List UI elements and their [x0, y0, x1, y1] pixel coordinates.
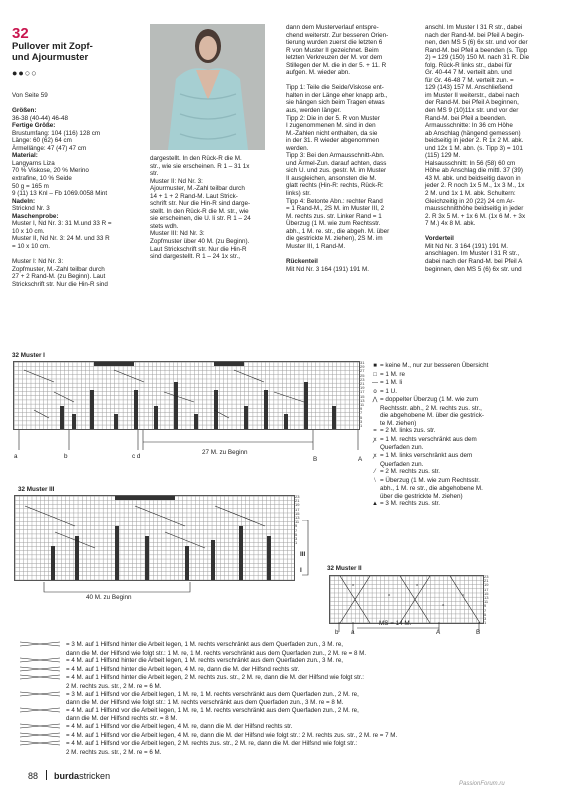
svg-text:o: o [388, 592, 391, 597]
chart-muster-iii-title: 32 Muster III [18, 486, 55, 493]
cable-legend-text: = 4 M. auf 1 Hilfsnd vor die Arbeit legen, 4 M. re, dann die M. der Hilfsnd wie folgt str.: 2 M. rechts zus. str., 2 M. re = 7 M. [66, 731, 398, 739]
legend-symbol-icon: — [372, 380, 378, 387]
chart-muster-i-grid [13, 361, 360, 430]
col4-line: Höhe ab Anschlag die mittl. 37 (39) [425, 167, 524, 175]
brand-name-bold: burda [54, 771, 80, 781]
cable-legend-line [18, 641, 558, 650]
chart-row-number: 9 [295, 523, 298, 529]
col1-line: Nadeln: [12, 197, 36, 205]
chart-row-number: 19 [295, 502, 300, 508]
col4-line: anschl. Im Muster I 31 R str., dabei [425, 24, 523, 31]
chart-row-number: 15 [360, 393, 365, 399]
chart-row-number: 9 [360, 406, 363, 412]
cable-symbol-icon [18, 740, 66, 749]
cable-symbol-icon [18, 674, 66, 683]
col3-line: II ausgleichen, ansonsten die M. [286, 174, 377, 182]
col1-line: 10 x 10 cm. [12, 227, 45, 235]
chart-muster-ii-repeat-label: MS = 14 M. [379, 620, 412, 627]
chart-row-number: 13 [295, 515, 300, 521]
pattern-instructions-column [150, 155, 270, 261]
cable-legend-line [18, 674, 558, 683]
col3-line: letzten Verkreuzen der M. vor dem [286, 54, 383, 62]
watermark-credit: PassionForum.ru [459, 781, 505, 787]
legend-item [370, 396, 560, 405]
col1-line: Länge: 60 (62) 64 cm [12, 137, 72, 145]
chart-row-number: 7 [484, 607, 487, 613]
chart-row-number: 17 [484, 586, 489, 592]
col1-line: 36-38 (40-44) 46-48 [12, 114, 69, 122]
cable-legend-text: = 4 M. auf 1 Hilfsnd hinter die Arbeit legen, 1 M. rechts verschränkt aus dem Querfaden zun., 3 M. re, [66, 657, 344, 665]
svg-text:o: o [416, 582, 419, 587]
legend-symbol-icon: ꭗ [373, 453, 377, 460]
difficulty-rating: ●●○○ [12, 68, 38, 78]
pattern-title-line1: Pullover mit Zopf- [12, 41, 93, 52]
col3-line: sich U. und zus. gestr. M. im Muster [286, 167, 387, 175]
chart-muster-i-marker-A: A [358, 456, 363, 463]
chart-row-number: 13 [484, 595, 489, 601]
col1-line: Strickschrift str. Nur die Hin-R sind [12, 280, 108, 288]
chart-row-number: 21 [295, 498, 300, 504]
col1-line: Brustumfang: 104 (116) 128 cm [12, 129, 101, 137]
col3-line: Tipp 4: Betonte Abn.: rechter Rand [286, 197, 383, 205]
col4-line: 7 M.) 4x 8 M. abk. [425, 220, 476, 228]
col4-line: Armausschnitte: In 36 cm Höhe [425, 122, 513, 130]
col3-line: R von Muster II gezeichnet. Beim [286, 46, 379, 54]
legend-symbol-icon: ⧵ [374, 477, 376, 484]
legend-symbol-icon: ⋀ [372, 397, 378, 404]
chart-row-number: 3 [360, 418, 363, 424]
chart-row-number: 31 [360, 360, 365, 365]
chart-row-number: 13 [360, 397, 365, 403]
cable-legend [18, 641, 558, 756]
legend-item [370, 468, 560, 477]
col1-line: Zopfmuster, M.-Zahl teilbar durch [12, 265, 105, 273]
col3-line: abh., 1 M. re. str., die abgeh. M. über [286, 227, 390, 235]
col1-line: Fertige Größe: [12, 122, 56, 130]
chart-row-number: 17 [360, 389, 365, 395]
chart-row-number: 3 [484, 616, 487, 622]
col4-line: anschlagen. Im Muster I 31 R str., [425, 250, 520, 258]
col4-line [425, 228, 557, 236]
cable-legend-line [18, 740, 558, 749]
page-number: 88 [28, 771, 39, 781]
legend-text: über die gestrickte M. ziehen) [380, 492, 463, 500]
chart-muster-iii-symbols [15, 496, 294, 580]
cable-legend-text: = 4 M. auf 1 Hilfsnd vor die Arbeit legen, 2 M. rechts zus. str., 2 M. re, dann die M. der Hilfsnd wie folgt str.: [66, 740, 358, 748]
col4-line: der Rand-M. bei Pfeil A beginnen, [425, 99, 519, 107]
chart-row-number: 1 [295, 540, 298, 546]
cable-legend-text: = 4 M. auf 1 Hilfsnd vor die Arbeit legen, 4 M. re, dann die M. der Hilfsnd rechts str. [66, 722, 293, 730]
col3-line: aufgen. M. wieder abn. [286, 69, 351, 77]
col4-line: Rand-M. bei Pfeil a beenden (s. Tipp [425, 46, 528, 54]
tips-column [286, 24, 414, 273]
col2-line: stellt. In den Rück-R die M. str., wie [150, 207, 249, 215]
chart-row-number: 9 [484, 603, 487, 609]
col1-line: = 10 x 10 cm. [12, 242, 50, 250]
cable-symbol-icon [18, 666, 66, 675]
col4-line: 2 M. und 1x 1 M. abk. Schultern: [425, 190, 516, 198]
col4-line: im Muster II weiterstr., dabei nach [425, 91, 520, 99]
chart-muster-i-marker-cd: c d [132, 453, 141, 460]
chart-muster-iii-side-label-iii: III [300, 551, 306, 558]
cable-legend-text: 2 M. rechts zus. str., 2 M. re = 6 M. [66, 748, 162, 756]
legend-text: te M. ziehen) [380, 419, 417, 427]
col4-line: Vorderteil [425, 235, 454, 243]
cable-symbol-icon [18, 641, 66, 650]
chart-muster-i-brackets [13, 428, 363, 458]
legend-symbol-icon: □ [373, 371, 377, 378]
cable-legend-text: = 4 M. auf 1 Hilfsnd hinter die Arbeit legen, 2 M. rechts zus. str., 2 M. re, dann die M. der Hilfsnd wie folgt str.: [66, 674, 364, 682]
legend-item [370, 405, 560, 413]
chart-row-number: 7 [360, 410, 363, 416]
col4-line: ab Anschlag (hängend gemessen) [425, 129, 521, 137]
col4-line: beidseitig in jeder 2. R 1x 2 M. abk. [425, 137, 524, 145]
legend-item [370, 371, 560, 380]
cable-legend-line [18, 707, 558, 716]
chart-row-number: 11 [484, 599, 489, 605]
svg-text:o: o [352, 582, 355, 587]
cable-symbol-icon [18, 691, 66, 700]
legend-text: die abgehobene M. über die gestrick- [380, 412, 484, 420]
col3-line: links) str. [286, 190, 311, 198]
col3-line: und Ärmel-Zun. darauf achten, dass [286, 159, 387, 167]
col4-line: nach der Rand-M. bei Pfeil A begin- [425, 31, 525, 39]
col3-line [286, 77, 414, 85]
chart-row-number: 5 [360, 414, 363, 420]
col4-line: 129 (143) 157 M. Anschließend [425, 84, 513, 92]
chart-row-number: 15 [484, 590, 489, 596]
chart-row-number: 21 [484, 578, 489, 584]
legend-item [370, 500, 560, 509]
cable-legend-line [18, 715, 558, 723]
chart-row-number: 1 [360, 423, 363, 429]
col2-line: 14 + 1 + 2 Rand-M. Laut Strick- [150, 192, 238, 200]
col2-line: dargestellt. In den Rück-R die M. [150, 155, 242, 162]
col2-line: Muster II: Nd Nr. 3: [150, 177, 203, 185]
legend-text: = 2 M. links zus. str. [380, 427, 436, 435]
col3-line: werden. [286, 144, 309, 152]
pattern-title-line2: und Ajourmuster [12, 52, 89, 63]
cable-legend-line [18, 723, 558, 732]
col3-line [286, 250, 414, 258]
chart-row-number: 29 [360, 364, 365, 370]
col2-line: schrift str. Nur die Hin-R sind darge- [150, 200, 251, 208]
chart-row-number: 25 [360, 372, 365, 378]
chart-row-number: 19 [360, 385, 365, 391]
col3-line: chend weiterstr. Zur besseren Orien- [286, 31, 389, 39]
cable-legend-text: 2 M. rechts zus. str., 2 M. re = 6 M. [66, 682, 162, 690]
col4-line: und 12x 1 M. abn. (s. Tipp 3) = 101 [425, 144, 523, 152]
chart-muster-ii-grid [329, 575, 484, 624]
chart-muster-ii-row-numbers [484, 575, 492, 625]
legend-text: = 1 U. [380, 387, 397, 395]
col2-line: stets wdh. [150, 222, 179, 230]
chart-muster-i-row-numbers [360, 361, 368, 428]
col3-line: Überzug (1 M. wie zum Rechtsstr. [286, 220, 381, 228]
col3-line: Mit Nd Nr. 3 164 (191) 191 M. [286, 265, 369, 273]
brand-name-light: stricken [79, 771, 111, 781]
col3-line: dann dem Musterverlauf entspre- [286, 24, 379, 31]
cable-symbol-icon [18, 723, 66, 732]
col4-line: Gleichzeitig in 20 (22) 24 cm Ar- [425, 197, 515, 205]
col2-line: Laut Strickschrift str. Nur die Hin-R [150, 245, 247, 253]
legend-text: = Überzug (1 M. wie zum Rechtsstr. [380, 476, 480, 484]
legend-text: = 2 M. rechts zus. str. [380, 468, 441, 476]
col4-line: 2) = 129 (150) 150 M. nach 31 R. Die [425, 54, 530, 62]
col1-line: Muster I, Nd Nr. 3: 31 M.und 33 R = [12, 220, 112, 228]
legend-symbol-icon: ꭗ [373, 436, 377, 443]
col4-line: folg. Rück-R links str., dabei für [425, 61, 513, 69]
col4-line: mausschnitthöhe beidseitig in jeder [425, 205, 524, 213]
legend-text: = 1 M. rechts verschränkt aus dem [380, 435, 477, 443]
col3-line: aus, werden länger. [286, 107, 341, 115]
col3-line: in der 31. R wieder abgenommen [286, 137, 380, 145]
chart-row-number: 23 [484, 574, 489, 579]
legend-text: = doppelter Überzug (1 M. wie zum [380, 396, 479, 404]
col2-line: sie erscheinen, die U. li str. R 1 – 24 [150, 215, 251, 223]
legend-item [370, 379, 560, 388]
cable-symbol-icon [18, 657, 66, 666]
model-photo-illustration [150, 24, 265, 150]
chart-muster-i-marker-B: B [313, 456, 318, 463]
col2-line: str., wie sie erscheinen. R 1 – 31 1x [150, 162, 250, 170]
chart-muster-i-marker-b: b [64, 453, 68, 460]
col4-line: Gr. 40-44 7 M. verteilt abn. und [425, 69, 512, 77]
legend-item [370, 493, 560, 501]
chart-muster-iii-repeat-label: 40 M. zu Beginn [86, 594, 132, 601]
cable-symbol-icon [18, 749, 66, 757]
col3-line: M. rechts zus. str. Linker Rand = 1 [286, 212, 382, 220]
col3-line: Tipp 1: Teile die Seide/Viskose ent- [286, 84, 384, 92]
materials-column [12, 92, 147, 288]
col2-line: Zopfmuster über 40 M. (zu Beginn). [150, 238, 250, 246]
col1-line: 50 g = 165 m [12, 182, 49, 190]
col3-line: Rückenteil [286, 257, 318, 265]
chart-muster-ii-marker-A: A [436, 629, 441, 636]
legend-text: Rechtsstr. abh., 2 M. rechts zus. str., [380, 404, 482, 412]
col4-line: 2. R 3x 5 M. + 1x 6 M. (1x 6 M. + 3x [425, 212, 526, 220]
chart-muster-ii-marker-a: a [351, 629, 355, 636]
chart-row-number: 23 [360, 376, 365, 382]
chart-muster-i-symbols [14, 362, 359, 429]
col3-line: M.-Zahlen nicht enthalten, da sie [286, 129, 378, 137]
col3-line: = 1 Rand-M., 2S M. im Muster III, 2 [286, 205, 385, 213]
col1-line: Größen: [12, 107, 37, 115]
page-footer [28, 770, 110, 781]
chart-row-number: 5 [295, 531, 298, 537]
col3-line: Stillegen der M. die in der 5. + 11. R [286, 61, 387, 69]
legend-item [370, 477, 560, 486]
cable-legend-text: dann die M. der Hilfsnd wie folgt str.: 1 M. rechts verschränkt aus dem Querfaden zun., 3 M. re = 8 M. [66, 699, 344, 707]
col1-line: extrafine, 10 % Seide [12, 175, 72, 183]
pattern-number: 32 [12, 25, 29, 42]
chart-row-number: 19 [484, 582, 489, 588]
col3-line: halten in der Länge eher knapp arb., [286, 91, 388, 99]
legend-text: = 1 M. re [380, 370, 406, 378]
cable-legend-line [18, 691, 558, 700]
legend-item [370, 420, 560, 428]
chart-muster-i-repeat-label: 27 M. zu Beginn [202, 449, 248, 456]
col3-line: Tipp 2: Die in der 5. R von Muster [286, 114, 380, 122]
chart-muster-i-marker-a: a [14, 453, 18, 460]
col4-line: beginnen, den MS 5 (6) 6x str. und [425, 265, 522, 273]
legend-item [370, 485, 560, 493]
model-photo [150, 24, 265, 150]
col2-line: str. [150, 170, 159, 178]
col1-line [12, 100, 147, 108]
chart-row-number: 21 [360, 381, 365, 387]
legend-text: Querfaden zun. [380, 460, 424, 468]
cable-legend-line [18, 699, 558, 707]
chart-muster-iii-side-label-i: I [300, 567, 302, 574]
legend-item [370, 461, 560, 469]
assembly-column [425, 24, 557, 273]
col1-line: Material: [12, 152, 38, 160]
chart-muster-iii-grid [14, 495, 295, 581]
legend-symbol-icon: ⁄ [374, 469, 376, 476]
col2-line: Muster III: Nd Nr. 3: [150, 230, 205, 238]
pattern-title [12, 41, 93, 63]
col4-line: (115) 129 M. [425, 152, 461, 160]
legend-symbol-icon: o [373, 388, 377, 395]
chart-row-number: 27 [360, 368, 365, 374]
col4-line: für Gr. 46-48 7 M. verteilt zun. = [425, 76, 514, 84]
cable-symbol-icon [18, 699, 66, 707]
col1-line: 70 % Viskose, 20 % Merino [12, 167, 89, 175]
chart-row-number: 11 [295, 519, 300, 525]
legend-text: abh., 1 M. re str., die abgehobene M. [380, 485, 483, 493]
chart-row-number: 15 [295, 510, 300, 516]
col1-line: Muster II, Nd Nr. 3: 24 M. und 33 R [12, 235, 110, 243]
cable-symbol-icon [18, 732, 66, 741]
cable-legend-line [18, 749, 558, 757]
svg-text:o: o [442, 602, 445, 607]
col3-line: sie hängen sich beim Tragen etwas [286, 99, 385, 107]
col2-line: sind dargestellt. R 1 – 24 1x str., [150, 253, 240, 261]
chart-row-number: 5 [484, 611, 487, 617]
chart-row-number: 17 [295, 506, 300, 512]
col3-line: tierung wurden zuerst die letzten 6 [286, 39, 383, 47]
legend-text: = 1 M. links verschränkt aus dem [380, 452, 473, 460]
col3-line: Tipp 3: Bei den Armausschnitt-Abn. [286, 152, 385, 160]
col4-line: dabei nach der Rand-M. bei Pfeil A [425, 257, 523, 265]
symbol-legend [370, 362, 560, 509]
col1-line: 27 + 2 Rand-M. (zu Beginn). Laut [12, 273, 106, 281]
col4-line: den MS 9 (10)11x str. und vor der [425, 107, 519, 115]
legend-item [370, 452, 560, 461]
col4-line: Halsausschnitt: In 56 (58) 60 cm [425, 159, 516, 167]
col1-line [12, 250, 147, 258]
legend-symbol-icon: ■ [373, 363, 377, 369]
legend-symbol-icon: ▲ [372, 501, 378, 508]
legend-text: = 1 M. li [380, 379, 403, 387]
col1-line: Von Seite 59 [12, 92, 48, 99]
cable-symbol-icon [18, 683, 66, 691]
chart-row-number: 3 [295, 536, 298, 542]
cable-legend-line [18, 657, 558, 666]
col1-line: Maschenprobe: [12, 212, 59, 220]
svg-text:o: o [462, 592, 465, 597]
chart-muster-ii-marker-b: b [335, 629, 339, 636]
col1-line: Muster I: Nd Nr. 3: [12, 258, 64, 266]
col1-line: Stricknd Nr. 3 [12, 205, 50, 213]
chart-row-number: 1 [484, 620, 487, 626]
cable-legend-line [18, 732, 558, 741]
chart-muster-i-title: 32 Muster I [12, 352, 45, 359]
col4-line: Rand-M. bei Pfeil a beenden. [425, 114, 507, 122]
legend-text: = keine M., nur zur besseren Übersicht [380, 362, 489, 369]
col4-line: jeder 2. R noch 1x 5 M., 1x 3 M., 1x [425, 182, 525, 190]
cable-legend-line [18, 666, 558, 675]
legend-item [370, 427, 560, 436]
cable-legend-text: dann die M. der Hilfsnd wie folgt str.: 1 M. re, 1 M. rechts verschränkt aus dem Querfaden zun., 2 M. re = 8 M. [66, 649, 367, 657]
col1-line: Langyarns Liza [12, 159, 55, 167]
legend-item [370, 412, 560, 420]
cable-legend-text: = 4 M. auf 1 Hilfsnd hinter die Arbeit legen, 4 M. re, dann die M. der Hilfsnd rechts str. [66, 665, 300, 673]
cable-legend-text: = 3 M. auf 1 Hilfsnd hinter die Arbeit legen, 1 M. rechts verschränkt aus dem Querfaden zun., 3 M. re, [66, 641, 344, 648]
cable-legend-text: dann die M. der Hilfsnd rechts str. = 8 M. [66, 715, 178, 723]
legend-symbol-icon: = [373, 428, 377, 435]
col1-line: Ärmellänge: 47 (47) 47 cm [12, 144, 87, 152]
chart-row-number: 7 [295, 527, 298, 533]
legend-text: Querfaden zun. [380, 444, 424, 452]
col1-line: 9 (11) 13 Knl – Fb 1069.0058 Mint [12, 190, 108, 198]
cable-symbol-icon [18, 650, 66, 658]
cable-legend-line [18, 683, 558, 691]
col4-line: 43 M. abk. und beidseitig davon in [425, 174, 521, 182]
legend-item [370, 362, 560, 371]
cable-legend-line [18, 650, 558, 658]
col2-line: Ajourmuster, M.-Zahl teilbar durch [150, 185, 245, 193]
legend-item [370, 436, 560, 445]
footer-divider [46, 770, 47, 780]
cable-symbol-icon [18, 707, 66, 716]
cable-legend-text: = 3 M. auf 1 Hilfsnd vor die Arbeit legen, 1 M. re, 1 M. rechts verschränkt aus dem Querfaden zun., 2 M. re, [66, 690, 359, 698]
cable-symbol-icon [18, 715, 66, 723]
chart-muster-ii-symbols [330, 576, 483, 623]
col3-line: die gestrickte M. ziehen), 2S M. im [286, 235, 383, 243]
col3-line: Muster III, 1 Rand-M. [286, 242, 346, 250]
legend-item [370, 444, 560, 452]
col4-line: nen, den MS 5 (6) 6x str. und vor der [425, 39, 528, 47]
chart-muster-ii-title: 32 Muster II [327, 565, 362, 572]
col3-line: glatt rechts (Hin-R: rechts, Rück-R: [286, 182, 384, 190]
chart-muster-ii-marker-B: B [476, 629, 481, 636]
chart-row-number: 23 [295, 494, 300, 499]
cable-legend-text: = 4 M. auf 1 Hilfsnd vor die Arbeit legen, 1 M. re, 1 M. rechts verschränkt aus dem Querfaden zun., 2 M. re, [66, 706, 359, 714]
legend-text: = 3 M. rechts zus. str. [380, 500, 441, 508]
col3-line: I zugenommenen M. sind in den [286, 122, 376, 130]
chart-row-number: 11 [360, 402, 365, 408]
col4-line: Mit Nd Nr. 3 164 (191) 191 M. [425, 242, 508, 250]
legend-item [370, 388, 560, 397]
